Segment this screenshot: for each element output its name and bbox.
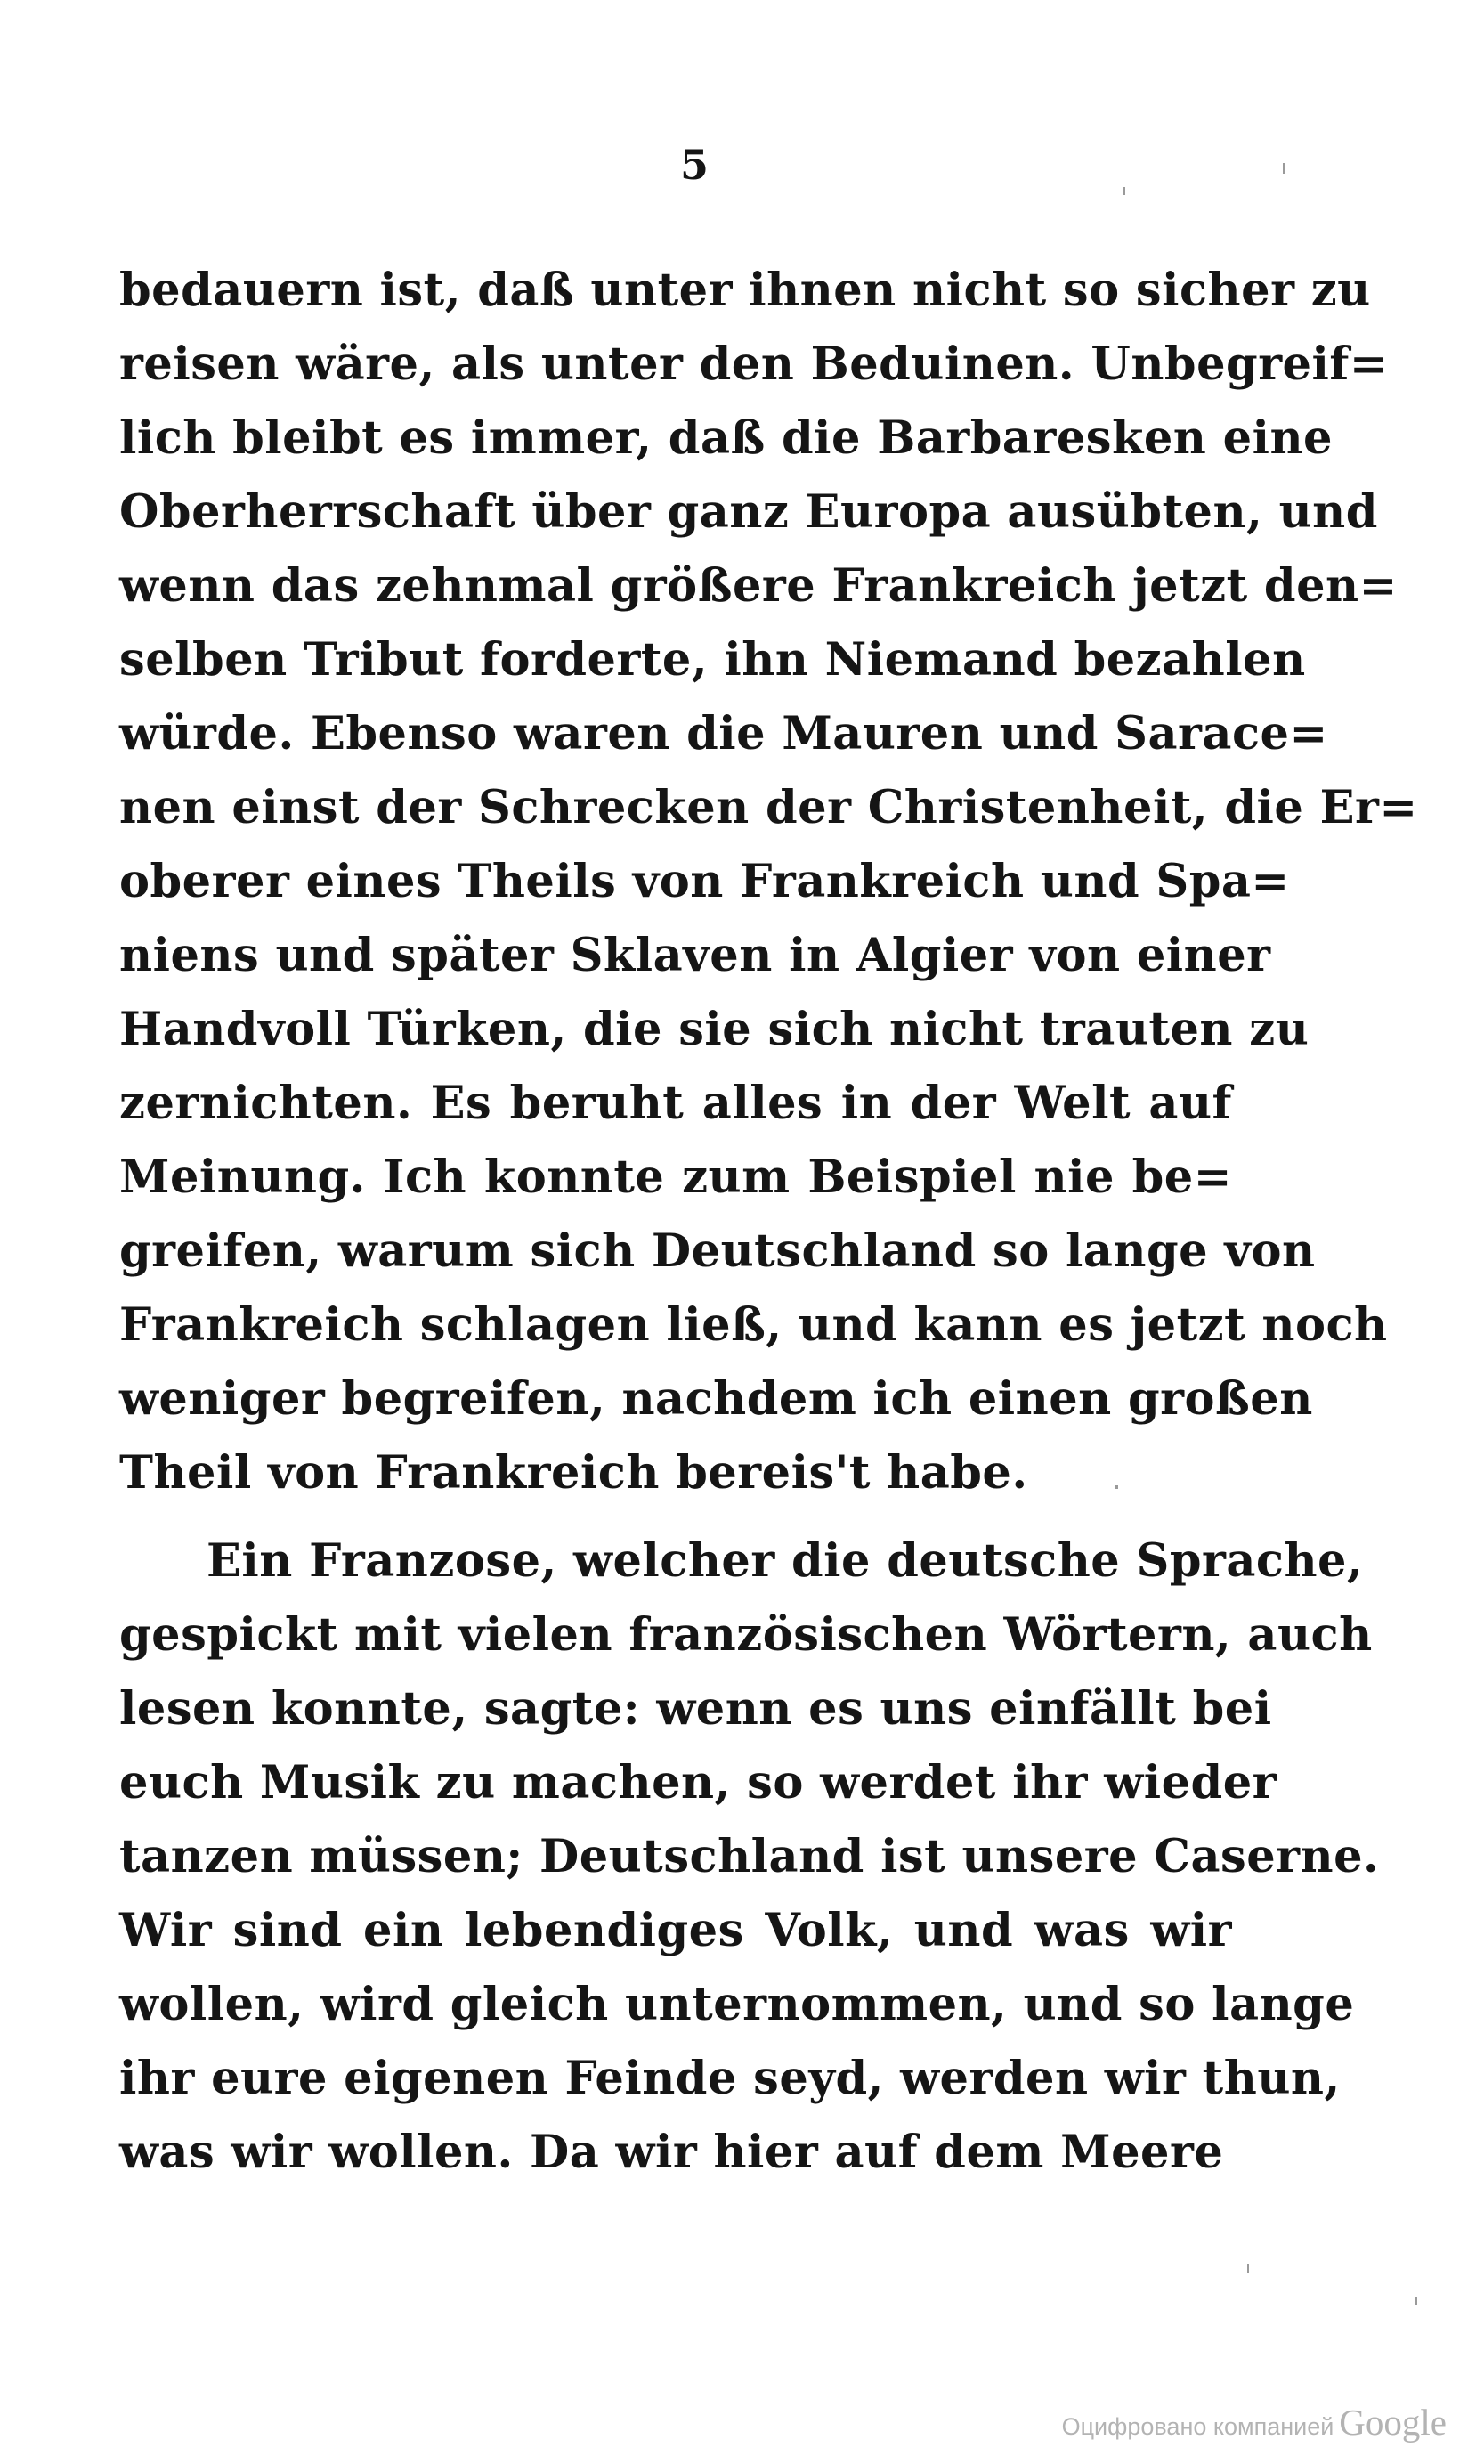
- text-line: wenn das zehnmal größere Frankreich jetzt den=: [119, 559, 1398, 613]
- text-line: Ein Franzose, welcher die deutsche Sprache,: [207, 1534, 1364, 1588]
- text-line: lich bleibt es immer, daß die Barbaresken eine: [119, 411, 1333, 465]
- scan-speck: [1115, 1485, 1118, 1489]
- text-line: greifen, warum sich Deutschland so lange von: [119, 1224, 1316, 1278]
- text-line: weniger begreifen, nachdem ich einen großen: [119, 1372, 1313, 1426]
- scan-speck: [1283, 163, 1285, 174]
- text-line: selben Tribut forderte, ihn Niemand bezahlen: [119, 633, 1306, 687]
- text-line: Meinung. Ich konnte zum Beispiel nie be=: [119, 1151, 1232, 1204]
- text-line: gespickt mit vielen französischen Wörtern, auch: [119, 1608, 1373, 1662]
- text-line: Oberherrschaft über ganz Europa ausübten, und: [119, 485, 1378, 539]
- text-line: wollen, wird gleich unternommen, und so lange: [119, 1978, 1355, 2031]
- text-line: Handvoll Türken, die sie sich nicht trauten zu: [119, 1003, 1310, 1056]
- scan-speck: [1123, 187, 1125, 195]
- scan-speck: [1415, 2297, 1417, 2305]
- paragraph-2: [119, 1525, 1380, 2190]
- text-line: niens und später Sklaven in Algier von einer: [119, 929, 1271, 982]
- text-line: Theil von Frankreich bereis't habe.: [119, 1446, 1028, 1500]
- text-line: reisen wäre, als unter den Beduinen. Unbegreif=: [119, 337, 1389, 391]
- paragraph-1: [119, 254, 1418, 1510]
- text-line: oberer eines Theils von Frankreich und Spa=: [119, 855, 1290, 908]
- text-line: ihr eure eigenen Feinde seyd, werden wir thun,: [119, 2052, 1341, 2105]
- scan-speck: [1247, 2264, 1249, 2273]
- text-line: euch Musik zu machen, so werdet ihr wieder: [119, 1756, 1277, 1809]
- paragraph-gap: [119, 1510, 1232, 1525]
- text-line: zernichten. Es beruht alles in der Welt auf: [119, 1077, 1232, 1130]
- text-line: lesen konnte, sagte: wenn es uns einfällt bei: [119, 1682, 1272, 1736]
- body-text: [119, 254, 1418, 2190]
- text-line: bedauern ist, daß unter ihnen nicht so sicher zu: [119, 264, 1371, 317]
- watermark-text: Оцифровано компанией: [1061, 2413, 1334, 2440]
- page-number: 5: [679, 141, 709, 189]
- watermark-brand: Google: [1339, 2402, 1447, 2443]
- text-line: was wir wollen. Da wir hier auf dem Meere: [119, 2126, 1224, 2179]
- text-line: würde. Ebenso waren die Mauren und Sarace=: [119, 707, 1328, 760]
- text-line: nen einst der Schrecken der Christenheit, die Er=: [119, 781, 1418, 834]
- digitization-watermark: [1062, 2404, 1447, 2441]
- text-line: Wir sind ein lebendiges Volk, und was wir: [119, 1904, 1232, 1957]
- text-line: tanzen müssen; Deutschland ist unsere Caserne.: [119, 1830, 1380, 1883]
- text-line: Frankreich schlagen ließ, und kann es jetzt noch: [119, 1298, 1388, 1352]
